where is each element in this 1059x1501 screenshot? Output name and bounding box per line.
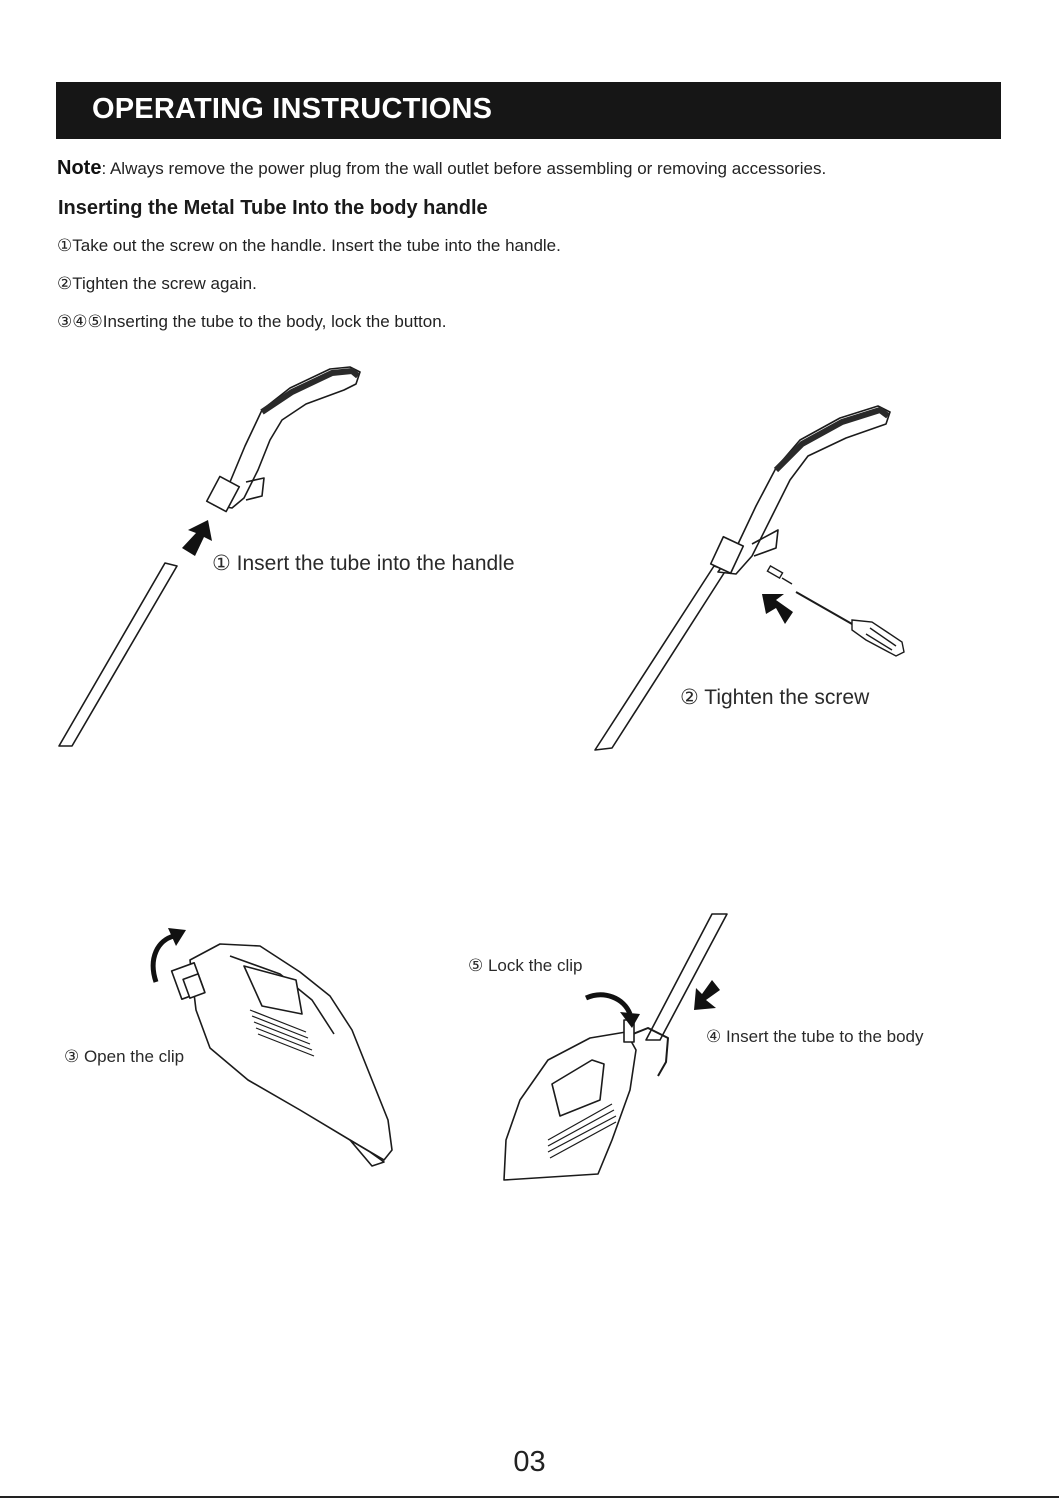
section-title: Inserting the Metal Tube Into the body handle xyxy=(58,197,488,219)
figure-4-caption-lock: ⑤ Lock the clip xyxy=(468,956,583,975)
page-number: 03 xyxy=(513,1446,546,1478)
figure-3-caption: ③ Open the clip xyxy=(64,1047,185,1066)
figure-1-caption: ① Insert the tube into the handle xyxy=(212,552,515,575)
bottom-rule xyxy=(0,1496,1059,1498)
figure-2-caption: ② Tighten the screw xyxy=(680,686,870,709)
note-label: Note xyxy=(57,157,102,179)
curved-arrow-icon-2 xyxy=(586,995,640,1028)
note-text: : Always remove the power plug from the wall outlet before assembling or removing accessories. xyxy=(101,159,827,178)
step-1: ①Take out the screw on the handle. Insert the tube into the handle. xyxy=(57,236,561,255)
page-title: OPERATING INSTRUCTIONS xyxy=(92,93,493,125)
step-3: ③④⑤Inserting the tube to the body, lock the button. xyxy=(57,312,447,331)
down-arrow-icon xyxy=(694,980,720,1010)
step-2: ②Tighten the screw again. xyxy=(57,274,257,293)
figure-4-caption-insert: ④ Insert the tube to the body xyxy=(706,1027,924,1046)
tube-illustration-3 xyxy=(646,914,727,1040)
